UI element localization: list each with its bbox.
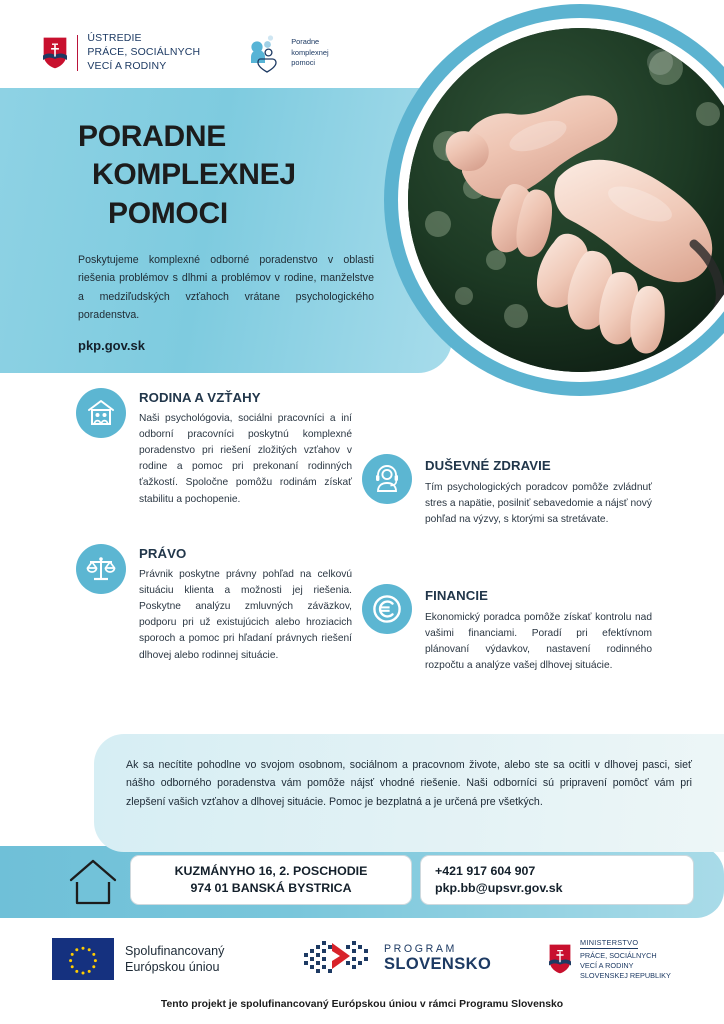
funding-disclaimer: Tento projekt je spolufinancovaný Európskou úniou v rámci Programu Slovensko [160,999,564,1010]
address-box [130,855,412,905]
eu-cofunding-text [125,943,224,976]
title-line-1: PORADNE [78,120,226,153]
gov-line-2: PRÁCE, SOCIÁLNYCH [87,46,201,59]
service-title: FINANCIE [425,588,489,603]
service-title: PRÁVO [139,546,187,561]
poradne-komplexnej-pomoci-icon [246,33,284,73]
program-slovensko-icon [302,939,372,979]
pkp-logo-text [291,37,328,69]
service-card-dusevne-zdravie [362,454,652,528]
service-text: Právnik poskytne právny pohľad na celkovú situáciu klienta a možnosti jej riešenia. Poskytne analýzu zmluvných záväzkov, podporu pri už existujúcich alebo hroziacich sporoch a pomoc pri hľadaní právnych riešení dlhovej alebo rodinnej situácie. [139,569,352,661]
program-slovensko-text [384,944,491,973]
gov-logo-text [87,32,200,74]
phone-number[interactable]: +421 917 604 907 [435,864,536,878]
service-title: DUŠEVNÉ ZDRAVIE [425,458,551,473]
scales-of-justice-icon [76,544,126,594]
page-title [78,118,394,233]
service-card-pravo [76,544,352,664]
service-card-rodina-a-vztahy [76,388,352,508]
eu-line-1: Spolufinancovaný [125,943,225,958]
family-house-icon [76,388,126,438]
european-union-flag-icon [52,938,114,980]
program-slovensko-logo [302,939,491,979]
ps-line-1: PROGRAM [384,943,457,956]
hero-description: Poskytujeme komplexné odborné poradenstvo v oblasti riešenia problémov s dlhmi a problémov v rodine, manželstve a medziľudských vzťahoch vrátane psychologického poradenstva. [78,254,374,321]
gov-line-3: VECÍ A RODINY [87,59,167,72]
service-text: Tím psychologických poradcov pomôže zvládnuť stres a napätie, posilniť sebavedomie a nájsť nový pohľad na výzvy, s ktorými sa stretávate. [425,482,652,526]
website-url[interactable]: pkp.gov.sk [78,338,145,354]
euro-coin-icon [362,584,412,634]
home-outline-icon [68,858,118,906]
email-address[interactable]: pkp.bb@upsvr.gov.sk [435,881,563,895]
title-line-3: POMOCI [108,196,228,230]
ps-line-2: SLOVENSKO [384,954,492,973]
contact-details-box [420,855,694,905]
min-line-3: VECÍ A RODINY [580,960,634,970]
hands-photo [384,4,724,396]
header [42,22,329,84]
min-line-1: MINISTERSTVO [580,938,638,950]
min-line-2: PRÁCE, SOCIÁLNYCH [580,950,657,960]
services-section [0,382,724,722]
slovak-coat-of-arms-icon [42,36,68,70]
min-line-4: SLOVENSKEJ REPUBLIKY [580,970,671,980]
headset-support-icon [362,454,412,504]
service-title: RODINA A VZŤAHY [139,390,261,405]
service-card-financie [362,584,652,674]
service-text: Naši psychológovia, sociálni pracovníci a iní odborní pracovníci poskytnú komplexné poradenstvo pri riešení zložitých vzťahov v rodine a pomoc pri prekonaní rodinných ťažkostí. Spoločne pomôžu rodinám získať stabilitu a pochopenie. [139,413,352,505]
pkp-line-2: komplexnej [291,47,329,57]
eu-cofunding-logo [52,938,224,980]
pkp-line-1: Poradne [291,37,320,47]
logo-divider [77,35,78,71]
cta-text: Ak sa necítite pohodlne vo svojom osobnom, sociálnom a pracovnom živote, alebo ste sa ocitli v dlhovej pasci, sieť nášho odborného poradenstva vám pomôže nájsť vhodné riešenie. Naši odborníci sú pripravení pomôcť vám pri zlepšení vašich vzťahov a dlhovej situácie. Pomoc je bezplatná a je určená pre všetkých. [126,759,692,808]
title-line-2: KOMPLEXNEJ [92,158,296,192]
slovak-coat-of-arms-icon [548,943,572,975]
address-line-2: 974 01 BANSKÁ BYSTRICA [190,881,352,895]
footer-logos [0,928,724,990]
ministry-text [580,938,671,981]
service-text: Ekonomický poradca pomôže získať kontrolu nad vašimi financiami. Poradí pri efektívnom plánovaní výdavkov, nastavení rodinného rozpočtu a analýze vašej dlhovej situácie. [425,612,652,672]
gov-line-1: ÚSTREDIE [87,32,142,45]
address-line-1: KUZMÁNYHO 16, 2. POSCHODIE [174,864,368,878]
eu-line-2: Európskou úniou [125,960,220,974]
pkp-line-3: pomoci [291,58,316,68]
contact-boxes [130,855,694,905]
gov-logo [42,32,200,74]
cta-panel [94,734,724,852]
ministry-logo [548,938,671,981]
pkp-logo [246,33,328,73]
